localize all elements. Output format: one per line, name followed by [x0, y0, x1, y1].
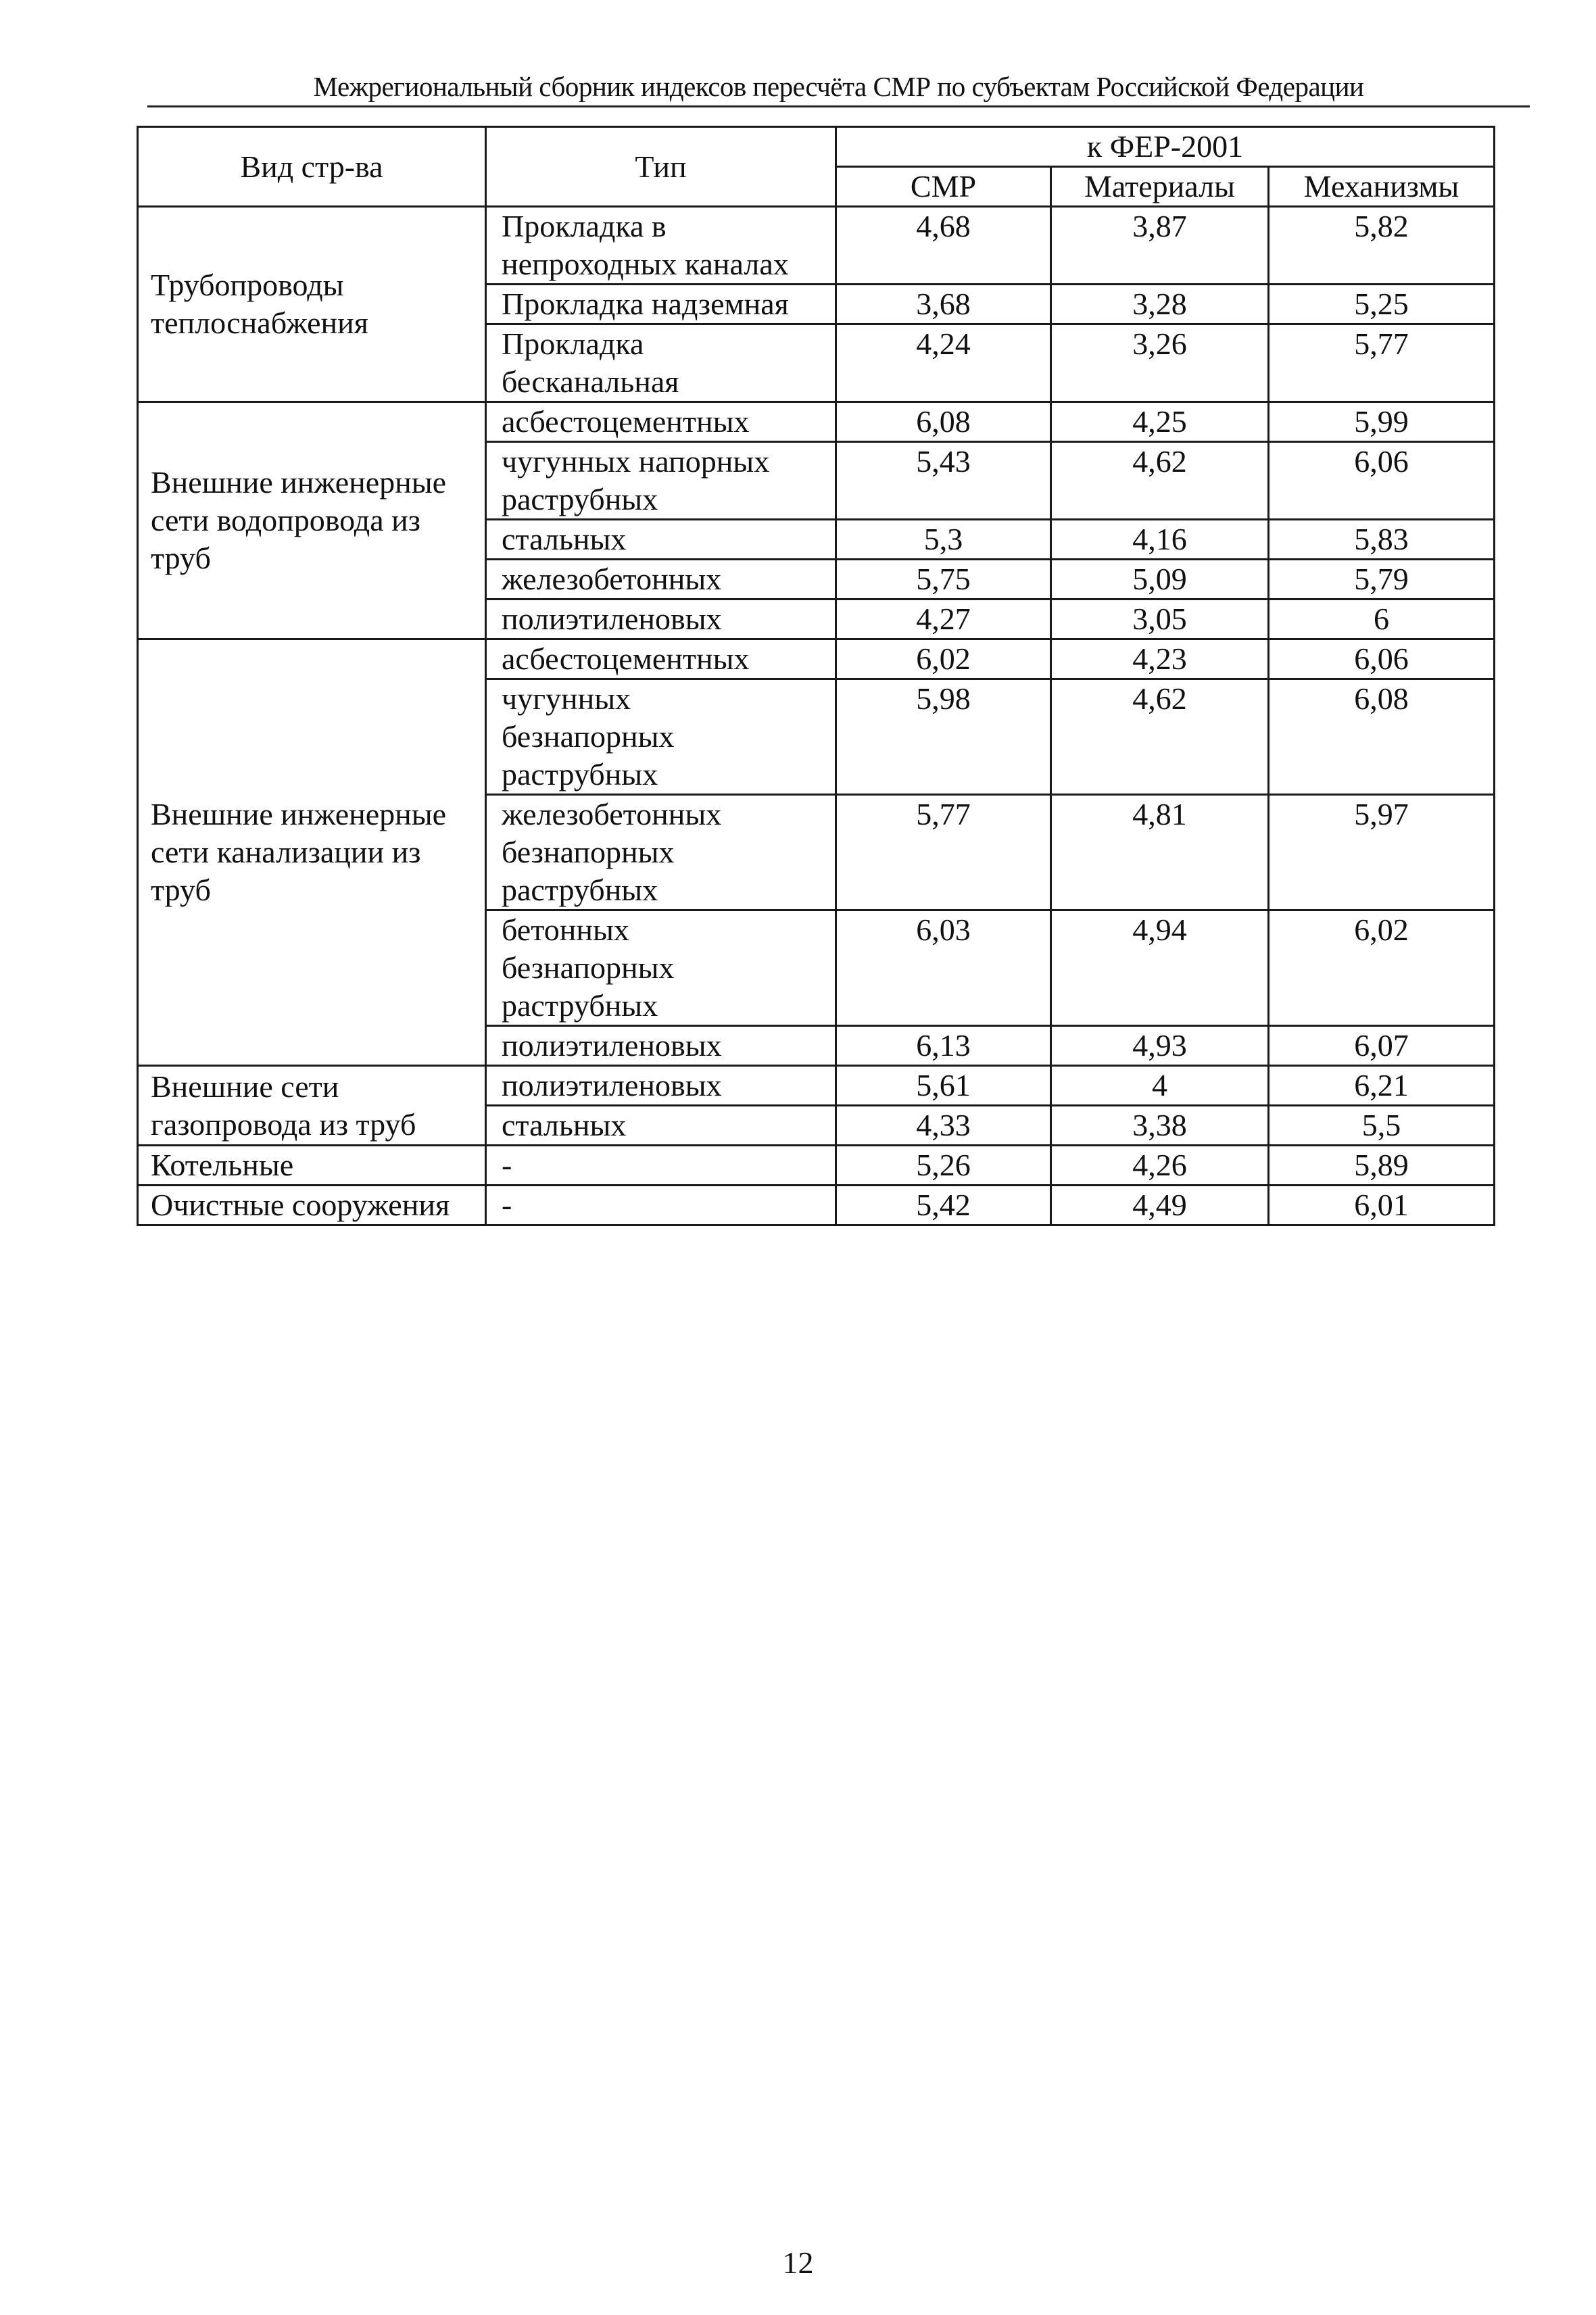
smr-value-cell: 4,27	[836, 600, 1051, 639]
type-cell: бетонных безнапорных раструбных	[486, 910, 836, 1026]
smr-value-cell: 6,13	[836, 1026, 1051, 1066]
table-row	[138, 1066, 1495, 1106]
smr-value-cell: 5,98	[836, 679, 1051, 795]
type-cell: -	[486, 1146, 836, 1186]
construction-type-cell: Трубопроводы теплоснабжения	[138, 207, 486, 402]
type-cell: стальных	[486, 1106, 836, 1146]
type-cell: Прокладка надземная	[486, 285, 836, 324]
type-cell: Прокладка в непроходных каналах	[486, 207, 836, 285]
type-cell: -	[486, 1186, 836, 1225]
materials-value-cell: 4,81	[1051, 795, 1269, 910]
header-type: Тип	[486, 127, 836, 207]
header-materials: Материалы	[1051, 167, 1269, 207]
table-head	[138, 127, 1495, 207]
header-fer-group: к ФЕР-2001	[836, 127, 1495, 167]
smr-value-cell: 6,03	[836, 910, 1051, 1026]
smr-value-cell: 5,75	[836, 560, 1051, 600]
type-cell: железобетонных безнапорных раструбных	[486, 795, 836, 910]
smr-value-cell: 5,3	[836, 520, 1051, 560]
materials-value-cell: 4	[1051, 1066, 1269, 1106]
table-row	[138, 1186, 1495, 1225]
construction-type-cell: Внешние сети газопровода из труб	[138, 1066, 486, 1146]
smr-value-cell: 6,02	[836, 639, 1051, 679]
table-row	[138, 639, 1495, 679]
materials-value-cell: 3,87	[1051, 207, 1269, 285]
smr-value-cell: 5,77	[836, 795, 1051, 910]
materials-value-cell: 4,62	[1051, 442, 1269, 520]
construction-type-cell: Очистные сооружения	[138, 1186, 486, 1225]
machinery-value-cell: 5,82	[1269, 207, 1495, 285]
construction-type-cell: Котельные	[138, 1146, 486, 1186]
machinery-value-cell: 5,89	[1269, 1146, 1495, 1186]
materials-value-cell: 4,94	[1051, 910, 1269, 1026]
machinery-value-cell: 6	[1269, 600, 1495, 639]
machinery-value-cell: 6,08	[1269, 679, 1495, 795]
machinery-value-cell: 5,79	[1269, 560, 1495, 600]
materials-value-cell: 4,93	[1051, 1026, 1269, 1066]
machinery-value-cell: 6,21	[1269, 1066, 1495, 1106]
index-table	[137, 126, 1495, 1226]
machinery-value-cell: 6,02	[1269, 910, 1495, 1026]
machinery-value-cell: 5,83	[1269, 520, 1495, 560]
header-smr: СМР	[836, 167, 1051, 207]
smr-value-cell: 4,24	[836, 324, 1051, 402]
type-cell: чугунных безнапорных раструбных	[486, 679, 836, 795]
header-machinery: Механизмы	[1269, 167, 1495, 207]
smr-value-cell: 5,42	[836, 1186, 1051, 1225]
page-number: 12	[782, 2245, 814, 2280]
type-cell: полиэтиленовых	[486, 1026, 836, 1066]
running-header: Межрегиональный сборник индексов пересчёта СМР по субъектам Российской Федерации	[313, 71, 1364, 102]
type-cell: железобетонных	[486, 560, 836, 600]
construction-type-cell: Внешние инженерные сети водопровода из труб	[138, 402, 486, 639]
smr-value-cell: 5,61	[836, 1066, 1051, 1106]
type-cell: чугунных напорных раструбных	[486, 442, 836, 520]
materials-value-cell: 5,09	[1051, 560, 1269, 600]
materials-value-cell: 4,62	[1051, 679, 1269, 795]
type-cell: стальных	[486, 520, 836, 560]
type-cell: полиэтиленовых	[486, 600, 836, 639]
header-construction-type: Вид стр-ва	[138, 127, 486, 207]
type-cell: асбестоцементных	[486, 402, 836, 442]
smr-value-cell: 5,26	[836, 1146, 1051, 1186]
type-cell: Прокладка бесканальная	[486, 324, 836, 402]
materials-value-cell: 4,26	[1051, 1146, 1269, 1186]
materials-value-cell: 4,16	[1051, 520, 1269, 560]
table-row	[138, 402, 1495, 442]
table-body	[138, 207, 1495, 1225]
materials-value-cell: 4,25	[1051, 402, 1269, 442]
smr-value-cell: 4,68	[836, 207, 1051, 285]
machinery-value-cell: 5,99	[1269, 402, 1495, 442]
machinery-value-cell: 6,06	[1269, 442, 1495, 520]
machinery-value-cell: 6,01	[1269, 1186, 1495, 1225]
materials-value-cell: 4,49	[1051, 1186, 1269, 1225]
header-rule	[147, 105, 1530, 107]
table-row	[138, 207, 1495, 285]
header-row-top	[138, 127, 1495, 167]
type-cell: полиэтиленовых	[486, 1066, 836, 1106]
table-row	[138, 1146, 1495, 1186]
machinery-value-cell: 6,06	[1269, 639, 1495, 679]
materials-value-cell: 3,05	[1051, 600, 1269, 639]
machinery-value-cell: 5,5	[1269, 1106, 1495, 1146]
smr-value-cell: 4,33	[836, 1106, 1051, 1146]
type-cell: асбестоцементных	[486, 639, 836, 679]
machinery-value-cell: 5,25	[1269, 285, 1495, 324]
machinery-value-cell: 5,97	[1269, 795, 1495, 910]
smr-value-cell: 5,43	[836, 442, 1051, 520]
machinery-value-cell: 5,77	[1269, 324, 1495, 402]
construction-type-cell: Внешние инженерные сети канализации из труб	[138, 639, 486, 1066]
machinery-value-cell: 6,07	[1269, 1026, 1495, 1066]
materials-value-cell: 3,38	[1051, 1106, 1269, 1146]
smr-value-cell: 6,08	[836, 402, 1051, 442]
materials-value-cell: 3,26	[1051, 324, 1269, 402]
materials-value-cell: 3,28	[1051, 285, 1269, 324]
materials-value-cell: 4,23	[1051, 639, 1269, 679]
smr-value-cell: 3,68	[836, 285, 1051, 324]
